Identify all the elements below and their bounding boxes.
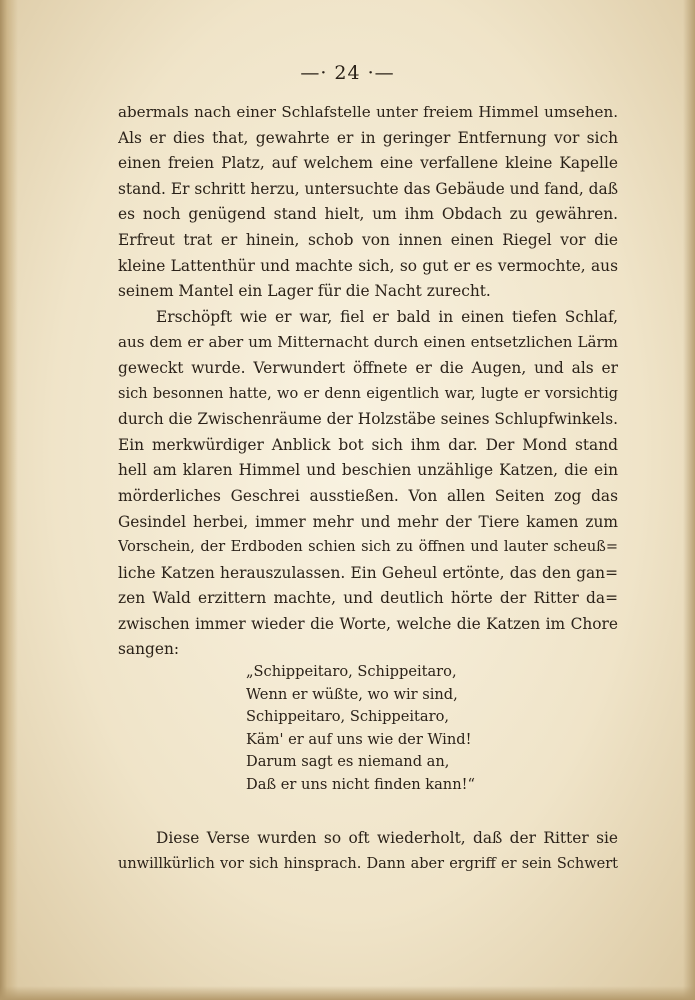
verse-line: Daß er uns nicht finden kann!“ bbox=[246, 775, 475, 793]
text-line: sangen: bbox=[118, 640, 180, 659]
verse-line: Darum sagt es niemand an, bbox=[246, 753, 450, 771]
page-edge-bottom bbox=[0, 986, 695, 1000]
text-line: unwillkürlich vor sich hinsprach. Dann aber ergriff er sein Schwert bbox=[118, 855, 618, 872]
paragraph-2 bbox=[118, 305, 618, 663]
text-line: seinem Mantel ein Lager für die Nacht zurecht. bbox=[118, 282, 491, 301]
verse-line: Käm' er auf uns wie der Wind! bbox=[246, 730, 472, 748]
text-line: einen freien Platz, auf welchem eine verfallene kleine Kapelle bbox=[118, 154, 618, 173]
verse-line: Schippeitaro, Schippeitaro, bbox=[246, 708, 450, 726]
text-line: Vorschein, der Erdboden schien sich zu öffnen und lauter scheuß= bbox=[118, 539, 618, 556]
body-text bbox=[118, 100, 618, 663]
text-line: zwischen immer wieder die Worte, welche die Katzen im Chore bbox=[118, 614, 618, 633]
verse-block bbox=[246, 661, 475, 797]
text-line: Erfreut trat er hinein, schob von innen einen Riegel vor die bbox=[118, 230, 618, 249]
text-line: liche Katzen herauszulassen. Ein Geheul ertönte, das den gan= bbox=[118, 563, 618, 582]
text-line: hell am klaren Himmel und beschien unzählige Katzen, die ein bbox=[118, 461, 618, 480]
text-line: geweckt wurde. Verwundert öffnete er die Augen, und als er bbox=[118, 358, 618, 377]
text-line: kleine Lattenthür und machte sich, so gut er es vermochte, aus bbox=[118, 256, 618, 275]
text-line: Als er dies that, gewahrte er in geringer Entfernung vor sich bbox=[118, 128, 618, 147]
text-line: es noch genügend stand hielt, um ihm Obdach zu gewähren. bbox=[118, 205, 618, 224]
verse-line: Wenn er wüßte, wo wir sind, bbox=[246, 685, 458, 703]
text-line: Erschöpft wie er war, fiel er bald in einen tiefen Schlaf, bbox=[156, 307, 618, 326]
verse-line: „Schippeitaro, Schippeitaro, bbox=[246, 663, 457, 680]
text-line: durch die Zwischenräume der Holzstäbe seines Schlupfwinkels. bbox=[118, 410, 618, 429]
text-line: Gesindel herbei, immer mehr und mehr der Tiere kamen zum bbox=[118, 512, 618, 531]
text-line: zen Wald erzittern machte, und deutlich hörte der Ritter da= bbox=[118, 589, 618, 608]
text-line: abermals nach einer Schlafstelle unter freiem Himmel umsehen. bbox=[118, 103, 618, 121]
text-line: stand. Er schritt herzu, untersuchte das Gebäude und fand, daß bbox=[118, 179, 618, 198]
page-edge-left bbox=[0, 0, 18, 1000]
text-line: Ein merkwürdiger Anblick bot sich ihm dar. Der Mond stand bbox=[118, 435, 618, 454]
paragraph-1 bbox=[118, 100, 618, 305]
page-edge-right bbox=[683, 0, 695, 1000]
text-line: aus dem er aber um Mitternacht durch einen entsetzlichen Lärm bbox=[118, 333, 618, 352]
text-line: mörderliches Geschrei ausstießen. Von allen Seiten zog das bbox=[118, 486, 618, 505]
text-line: sich besonnen hatte, wo er denn eigentlich war, lugte er vorsichtig bbox=[118, 385, 618, 402]
text-line: Diese Verse wurden so oft wiederholt, daß der Ritter sie bbox=[156, 829, 618, 847]
page-number: —· 24 ·— bbox=[300, 62, 395, 84]
paragraph-3 bbox=[118, 826, 618, 877]
